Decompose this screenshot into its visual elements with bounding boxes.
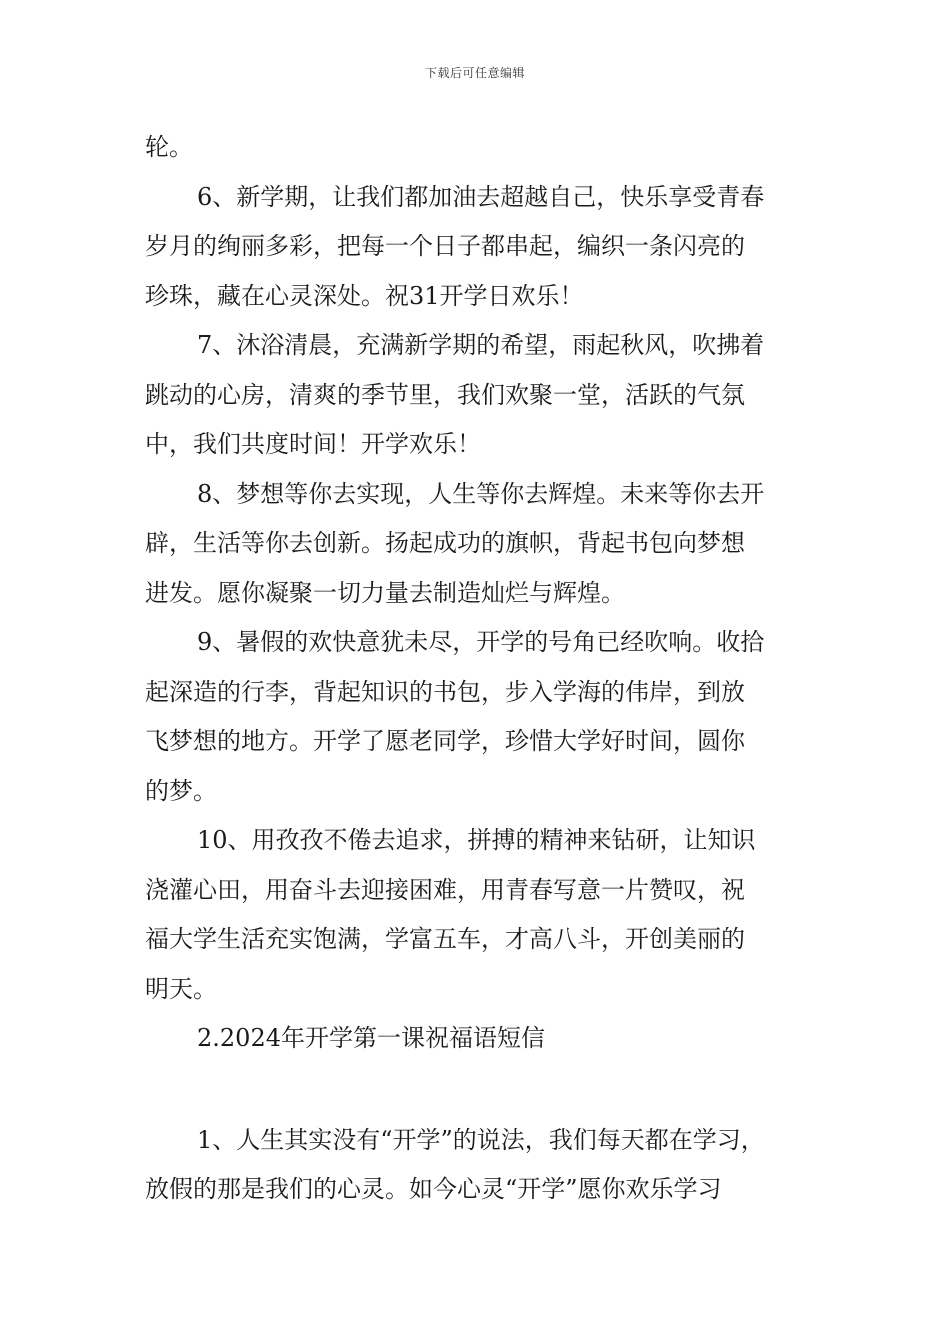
paragraph-continuation (145, 123, 805, 173)
paragraph-item-7 (145, 321, 805, 470)
paragraph-item-6 (145, 173, 805, 322)
text-line: 6、新学期，让我们都加油去超越自己，快乐享受青春 (197, 182, 765, 211)
paragraph-item-9 (145, 618, 805, 816)
text-line: 轮。 (145, 133, 193, 161)
blank-line (145, 1064, 805, 1116)
text-line: 中，我们共度时间！开学欢乐！ (145, 430, 481, 458)
text-line: 飞梦想的地方。开学了愿老同学，珍惜大学好时间，圆你 (145, 727, 745, 755)
document-body (145, 123, 805, 1215)
text-line: 10、用孜孜不倦去追求，拼搏的精神来钻研，让知识 (197, 826, 756, 854)
text-line: 福大学生活充实饱满，学富五车，才高八斗，开创美丽的 (145, 925, 745, 953)
text-line: 浇灌心田，用奋斗去迎接困难，用青春写意一片赞叹，祝 (145, 875, 745, 904)
page-header: 下载后可任意编辑 (424, 66, 525, 80)
text-line: 起深造的行李，背起知识的书包，步入学海的伟岸，到放 (145, 677, 745, 706)
text-line: 跳动的心房，清爽的季节里，我们欢聚一堂，活跃的气氛 (145, 380, 745, 409)
text-line: 进发。愿你凝聚一切力量去制造灿烂与辉煌。 (145, 578, 625, 607)
paragraph-item-1 (145, 1116, 805, 1215)
section-heading-text: 2.2024年开学第一课祝福语短信 (197, 1024, 545, 1052)
text-line: 8、梦想等你去实现，人生等你去辉煌。未来等你去开 (197, 479, 765, 508)
text-line: 放假的那是我们的心灵。如今心灵“开学”愿你欢乐学习 (145, 1175, 722, 1203)
text-line: 7、沐浴清晨，充满新学期的希望，雨起秋风，吹拂着 (197, 331, 765, 359)
text-line: 岁月的绚丽多彩，把每一个日子都串起，编织一条闪亮的 (145, 232, 745, 260)
paragraph-item-8 (145, 470, 805, 619)
text-line: 明天。 (145, 974, 217, 1003)
text-line: 珍珠，藏在心灵深处。祝31开学日欢乐！ (145, 281, 584, 310)
paragraph-item-10 (145, 816, 805, 1014)
text-line: 9、暑假的欢快意犹未尽，开学的号角已经吹响。收拾 (197, 628, 765, 656)
section-heading (145, 1014, 805, 1064)
text-line: 1、人生其实没有“开学”的说法，我们每天都在学习， (197, 1125, 765, 1154)
text-line: 的梦。 (145, 776, 217, 805)
text-line: 辟，生活等你去创新。扬起成功的旗帜，背起书包向梦想 (145, 529, 745, 557)
